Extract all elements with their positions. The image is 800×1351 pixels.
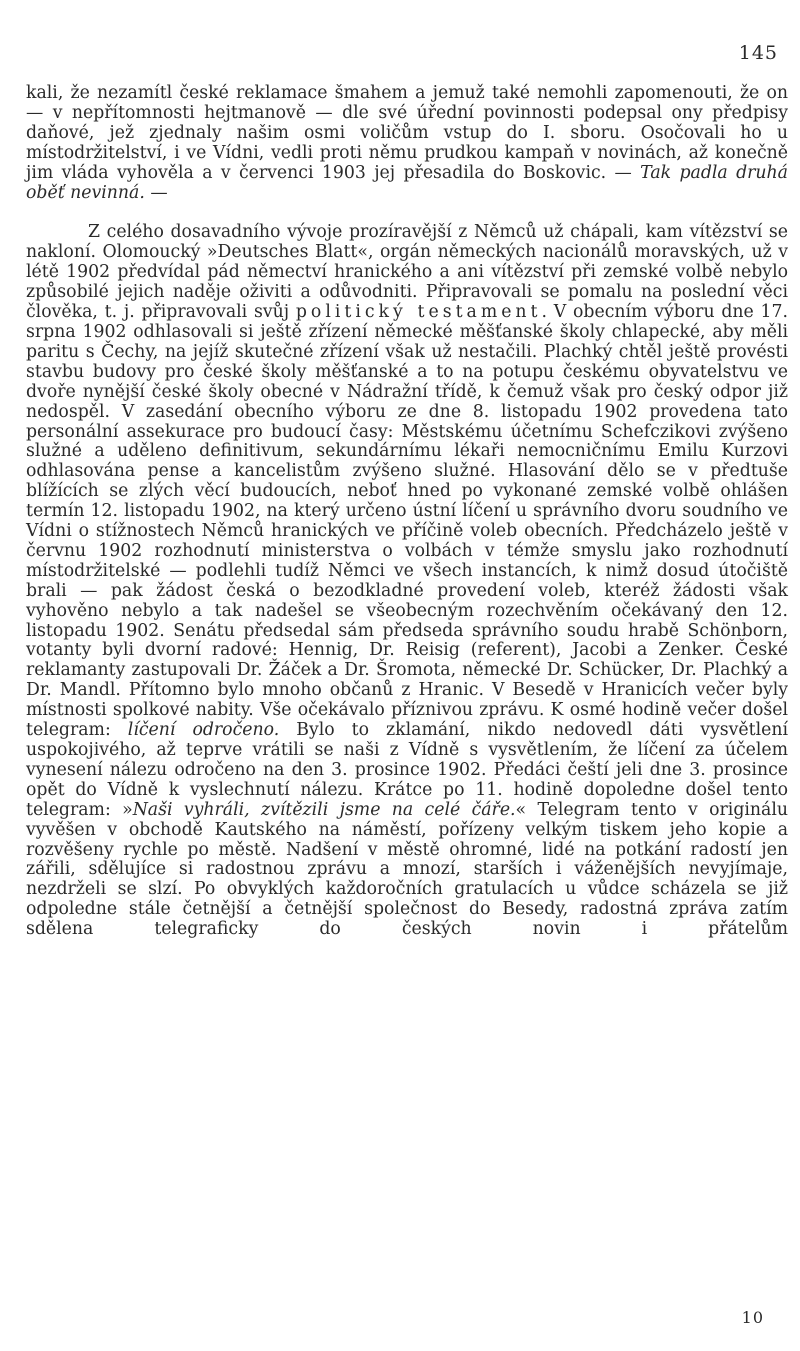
paragraph-2 [26,223,788,940]
body-text [26,84,788,940]
paragraph-1 [26,84,788,203]
paragraph-2-segment-6-italic: Naši vyhráli, zvítězili jsme na celé čáře. [132,799,516,820]
paragraph-1-segment-3: — [144,182,168,203]
paragraph-2-segment-1: Z celého dosavadního vývoje prozíravější z Němců už chápali, kam vítězství se nakloní. Olomoucký »Deutsches Blatt«, orgán německých nacionálů moravských, už v létě 1902 předvídal pád němectví hranického a ani vítězství při zemské volbě nebylo způsobilé jejich naděje oživiti a odůvodniti. Připravovali se pomalu na poslední věci člověka, t. j. připravovali svůj [26,222,788,323]
paragraph-2-segment-5: Bylo to zklamání, nikdo nedovedl dáti vysvětlení uspokojivého, až teprve vrátili se naši z Vídně s vysvětlením, že líčení za účelem vynesení nálezu odročeno na den 3. prosince 1902. Předáci čeští jeli dne 3. prosince opět do Vídně k vyslechnutí nálezu. Krátce po 11. hodině dopoledne došel tento telegram: » [26,720,789,820]
paragraph-2-segment-7: « Telegram tento v originálu vyvěšen v obchodě Kautského na náměstí, pořízeny velkým tiskem jeho kopie a rozvěšeny rychle po městě. Nadšení v městě ohromné, lidé na potkání radostí jen zářili, sdělujíce si radostnou zprávu a mnozí, starších i váženějších nevyjímaje, nezdrželi se slzí. Po obvyklých každoročních gratulacích u vůdce scházela se již odpoledne stále četnější a četnější společnost do Besedy, radostná zpráva zatím sdělena telegraficky do českých novin i přátelům [26,799,788,940]
signature-mark: 10 [741,1308,764,1327]
paragraph-2-segment-4-italic: líčení odročeno. [127,720,280,741]
paragraph-2-segment-3: . V obecním výboru dne 17. srpna 1902 odhlasovali si ještě zřízení německé měšťanské školy chlapecké, aby měli paritu s Čechy, na jejíž skutečné zřízení však už nestačili. Plachký chtěl ještě provésti stavbu budovy pro české školy měšťanské a to na potupu českému obyvatelstvu ve dvoře nynější české školy obecné v Nádražní třídě, k čemuž však pro český odpor již nedospěl. V zasedání obecního výboru ze dne 8. listopadu 1902 provedena tato personální assekurace pro budoucí časy: Městskému účetnímu Schefczikovi zvýšeno služné a uděleno definitivum, sekundárnímu lékaři nemocničnímu Emilu Kurzovi odhlasována pense a kancelistům zvýšeno služné. Hlasování dělo se v předtuše blížících se zlých věcí budoucích, neboť hned po vykonané zemské volbě ohlášen termín 12. listopadu 1902, na který určeno ústní líčení u správního dvoru soudního ve Vídni o stížnostech Němců hranických ve příčině voleb obecních. Předcházelo ještě v červnu 1902 rozhodnutí ministerstva o volbách v témže smyslu jako rozhodnutí místodržitelské — podlehli tudíž Němci ve všech instancích, k nimž dosud útočiště brali — pak žádost česká o bezodkladné provedení voleb, kteréž žádosti však vyhověno nebylo a tak nadešel se všeobecným rozechvěním očekávaný den 12. listopadu 1902. Senátu předsedal sám předseda správního soudu hrabě Schönborn, votanty byli dvorní radové: Hennig, Dr. Reisig (referent), Jacobi a Zenker. České reklamanty zastupovali Dr. Žáček a Dr. Šromota, německé Dr. Schücker, Dr. Plachký a Dr. Mandl. Přítomno bylo mnoho občanů z Hranic. V Besedě v Hranicích večer byly místnosti spolkové nabity. Vše očekávalo příznivou zprávu. K osmé hodině večer došel telegram: [26,302,789,741]
page-number: 145 [738,42,778,64]
paragraph-2-segment-2-spaced: politický testament [295,302,542,323]
paragraph-1-segment-1: kali, že nezamítl české reklamace šmahem a jemuž také nemohli zapomenouti, že on — v nepřítomnosti hejtmanově — dle své úřední povinnosti podepsal ony předpisy daňové, jež zjednaly našim osmi voličům vstup do I. sboru. Osočovali ho u místodržitelství, i ve Vídni, vedli proti němu prudkou kampaň v novinách, až konečně jim vláda vyhověla a v červenci 1903 jej přesadila do Boskovic. — [26,83,788,183]
paragraph-1-segment-2-italic: Tak padla druhá oběť nevinná. [26,162,788,203]
